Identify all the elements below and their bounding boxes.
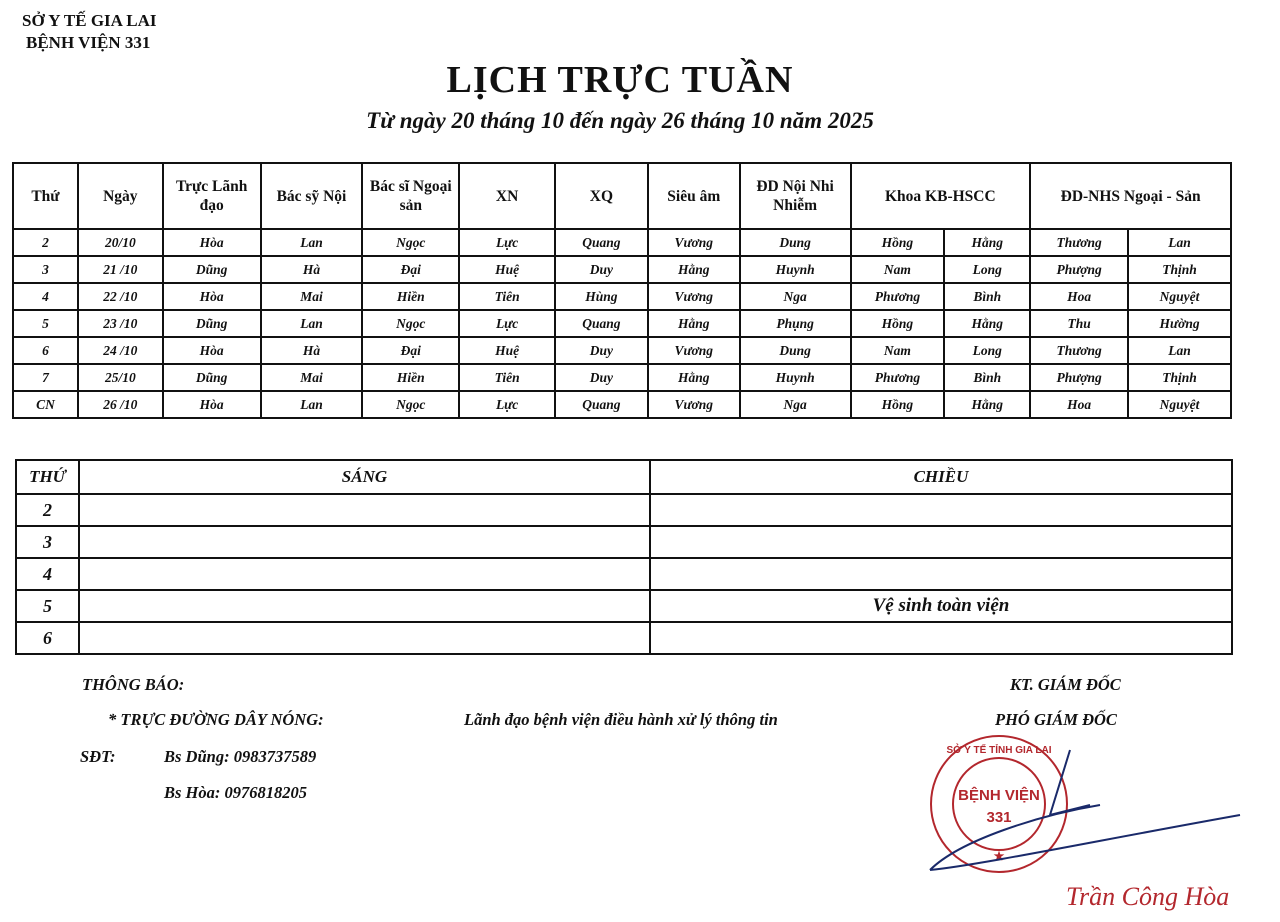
date-range: Từ ngày 20 tháng 10 đến ngày 26 tháng 10 năm 2025 — [366, 108, 874, 133]
signer-name: Trần Công Hòa — [1066, 882, 1230, 911]
activity-cell: 6 — [16, 622, 79, 654]
schedule-row — [13, 337, 1231, 364]
schedule-cell: Lan — [1128, 337, 1231, 364]
schedule-cell: Duy — [555, 364, 648, 391]
schedule-cell: Mai — [261, 364, 363, 391]
col-header: THỨ — [16, 460, 79, 494]
schedule-cell: Thịnh — [1128, 364, 1231, 391]
schedule-row — [13, 364, 1231, 391]
schedule-cell: 4 — [13, 283, 78, 310]
schedule-cell: 23 /10 — [78, 310, 163, 337]
col-header: Trực Lãnh đạo — [163, 163, 261, 229]
schedule-cell: Hiền — [362, 364, 459, 391]
hotline-label: * TRỰC ĐƯỜNG DÂY NÓNG: — [108, 710, 324, 729]
stamp-center-line2: 331 — [986, 809, 1012, 826]
activity-cell: 2 — [16, 494, 79, 526]
schedule-cell: Lan — [1128, 229, 1231, 256]
schedule-cell: Hà — [261, 337, 363, 364]
schedule-cell: Nam — [851, 256, 945, 283]
schedule-cell: Dũng — [163, 256, 261, 283]
activity-row — [16, 494, 1232, 526]
schedule-row — [13, 229, 1231, 256]
schedule-cell: Hồng — [851, 391, 945, 418]
schedule-cell: Thịnh — [1128, 256, 1231, 283]
activity-row — [16, 526, 1232, 558]
schedule-cell: Mai — [261, 283, 363, 310]
activity-cell: 4 — [16, 558, 79, 590]
activity-cell: 3 — [16, 526, 79, 558]
activity-cell — [79, 622, 650, 654]
schedule-cell: Huynh — [740, 256, 851, 283]
sign-title-2: PHÓ GIÁM ĐỐC — [995, 710, 1117, 729]
col-header: ĐD-NHS Ngoại - Sản — [1030, 163, 1231, 229]
col-header: XQ — [555, 163, 648, 229]
phone-label: SĐT: — [80, 747, 116, 766]
schedule-cell: Nga — [740, 391, 851, 418]
schedule-row — [13, 256, 1231, 283]
schedule-cell: Vương — [648, 391, 740, 418]
schedule-cell: Quang — [555, 229, 648, 256]
schedule-cell: Lực — [459, 310, 555, 337]
schedule-cell: Đại — [362, 337, 459, 364]
schedule-cell: Huynh — [740, 364, 851, 391]
notice-label: THÔNG BÁO: — [82, 675, 185, 694]
org-hospital: BỆNH VIỆN 331 — [26, 33, 151, 52]
schedule-cell: Đại — [362, 256, 459, 283]
schedule-cell: Phượng — [1030, 256, 1128, 283]
col-header: XN — [459, 163, 555, 229]
schedule-cell: Hòa — [163, 229, 261, 256]
schedule-cell: Nam — [851, 337, 945, 364]
col-header: ĐD Nội Nhi Nhiễm — [740, 163, 851, 229]
schedule-row — [13, 283, 1231, 310]
schedule-cell: CN — [13, 391, 78, 418]
col-header: Thứ — [13, 163, 78, 229]
schedule-cell: Hằng — [944, 310, 1030, 337]
schedule-header-row — [13, 163, 1231, 229]
schedule-cell: Dũng — [163, 310, 261, 337]
schedule-cell: Vương — [648, 337, 740, 364]
schedule-cell: Vương — [648, 229, 740, 256]
schedule-cell: Hằng — [648, 310, 740, 337]
schedule-cell: 2 — [13, 229, 78, 256]
schedule-cell: Hằng — [944, 229, 1030, 256]
activities-table — [15, 459, 1233, 655]
schedule-cell: Quang — [555, 310, 648, 337]
schedule-cell: Ngọc — [362, 310, 459, 337]
schedule-cell: 20/10 — [78, 229, 163, 256]
schedule-cell: 22 /10 — [78, 283, 163, 310]
phone-dung: Bs Dũng: 0983737589 — [164, 747, 317, 766]
schedule-row — [13, 310, 1231, 337]
schedule-cell: Phượng — [1030, 364, 1128, 391]
col-header: CHIỀU — [650, 460, 1232, 494]
activity-cell — [650, 526, 1232, 558]
activity-row — [16, 590, 1232, 622]
schedule-cell: Phương — [851, 283, 945, 310]
col-header: Bác sĩ Ngoại sản — [362, 163, 459, 229]
schedule-cell: Hòa — [163, 337, 261, 364]
col-header: SÁNG — [79, 460, 650, 494]
schedule-cell: Hòa — [163, 391, 261, 418]
schedule-cell: Duy — [555, 256, 648, 283]
activity-cell — [79, 494, 650, 526]
duty-schedule-table — [12, 162, 1232, 419]
schedule-cell: Hà — [261, 256, 363, 283]
schedule-cell: Vương — [648, 283, 740, 310]
schedule-cell: Duy — [555, 337, 648, 364]
schedule-cell: 6 — [13, 337, 78, 364]
col-header: Bác sỹ Nội — [261, 163, 363, 229]
schedule-row — [13, 391, 1231, 418]
activity-cell — [650, 494, 1232, 526]
organization-header — [22, 10, 156, 54]
schedule-cell: 21 /10 — [78, 256, 163, 283]
schedule-cell: 25/10 — [78, 364, 163, 391]
schedule-cell: Hồng — [851, 229, 945, 256]
activity-cell — [79, 558, 650, 590]
schedule-cell: Phương — [851, 364, 945, 391]
activity-row — [16, 558, 1232, 590]
schedule-cell: Dũng — [163, 364, 261, 391]
col-header: Ngày — [78, 163, 163, 229]
schedule-cell: Hằng — [944, 391, 1030, 418]
schedule-cell: Hiền — [362, 283, 459, 310]
phone-hoa: Bs Hòa: 0976818205 — [164, 783, 308, 802]
sign-title-1: KT. GIÁM ĐỐC — [1010, 675, 1121, 694]
schedule-cell: 24 /10 — [78, 337, 163, 364]
hotline-text: Lãnh đạo bệnh viện điều hành xử lý thông tin — [464, 710, 778, 729]
schedule-cell: Hoa — [1030, 283, 1128, 310]
schedule-cell: Hồng — [851, 310, 945, 337]
schedule-cell: 3 — [13, 256, 78, 283]
activities-header-row — [16, 460, 1232, 494]
schedule-cell: Phụng — [740, 310, 851, 337]
schedule-cell: Hòa — [163, 283, 261, 310]
schedule-cell: Dung — [740, 337, 851, 364]
schedule-cell: Thu — [1030, 310, 1128, 337]
schedule-cell: Bình — [944, 283, 1030, 310]
schedule-cell: Dung — [740, 229, 851, 256]
schedule-cell: 5 — [13, 310, 78, 337]
stamp-ring-text: SỞ Y TẾ TỈNH GIA LAI — [946, 745, 1052, 756]
schedule-cell: Huệ — [459, 256, 555, 283]
schedule-cell: 7 — [13, 364, 78, 391]
schedule-cell: Tiên — [459, 364, 555, 391]
schedule-cell: Long — [944, 256, 1030, 283]
document-title: LỊCH TRỰC TUẦN — [446, 59, 794, 101]
schedule-cell: Lan — [261, 310, 363, 337]
schedule-cell: Bình — [944, 364, 1030, 391]
schedule-cell: Lực — [459, 229, 555, 256]
activity-cell — [79, 590, 650, 622]
activity-cell — [79, 526, 650, 558]
schedule-cell: Lan — [261, 391, 363, 418]
schedule-cell: Hoa — [1030, 391, 1128, 418]
activity-cell: 5 — [16, 590, 79, 622]
schedule-cell: Nguyệt — [1128, 283, 1231, 310]
schedule-cell: Quang — [555, 391, 648, 418]
schedule-cell: Ngọc — [362, 229, 459, 256]
activity-cell: Vệ sinh toàn viện — [650, 590, 1232, 622]
activity-cell — [650, 558, 1232, 590]
org-department: SỞ Y TẾ GIA LAI — [22, 11, 157, 30]
star-icon: ★ — [993, 849, 1005, 863]
schedule-cell: Lan — [261, 229, 363, 256]
schedule-cell: Nga — [740, 283, 851, 310]
schedule-cell: Huệ — [459, 337, 555, 364]
col-header: Khoa KB-HSCC — [851, 163, 1031, 229]
schedule-cell: Thương — [1030, 229, 1128, 256]
schedule-cell: Long — [944, 337, 1030, 364]
schedule-cell: 26 /10 — [78, 391, 163, 418]
activity-row — [16, 622, 1232, 654]
schedule-cell: Tiên — [459, 283, 555, 310]
activity-cell — [650, 622, 1232, 654]
schedule-cell: Hằng — [648, 364, 740, 391]
schedule-cell: Lực — [459, 391, 555, 418]
schedule-cell: Hùng — [555, 283, 648, 310]
schedule-cell: Hường — [1128, 310, 1231, 337]
col-header: Siêu âm — [648, 163, 740, 229]
schedule-cell: Nguyệt — [1128, 391, 1231, 418]
schedule-cell: Ngọc — [362, 391, 459, 418]
stamp-center-line1: BỆNH VIỆN — [958, 787, 1040, 804]
schedule-cell: Hằng — [648, 256, 740, 283]
signature-icon — [920, 745, 1250, 875]
schedule-cell: Thương — [1030, 337, 1128, 364]
